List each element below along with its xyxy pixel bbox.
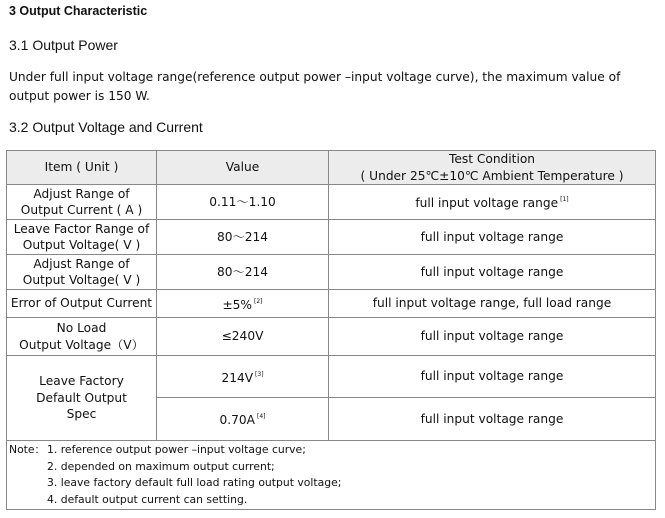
subsection-title-output-power: 3.1 Output Power <box>9 37 118 53</box>
row-test-text: full input voltage range <box>415 196 559 211</box>
row-value-text: ≤240V <box>221 329 264 344</box>
factory-item-line2: Default Output <box>36 390 127 405</box>
note-label: Note： <box>9 443 46 456</box>
row-item <box>7 220 157 255</box>
row-item <box>7 255 157 290</box>
table-row <box>7 356 656 398</box>
row-test-text: full input voltage range <box>420 229 564 244</box>
spec-table <box>6 150 656 510</box>
row-value-text: ±5% <box>222 297 253 312</box>
row-item <box>7 185 157 220</box>
header-test-condition <box>329 151 656 185</box>
note-item: 4. default output current can setting. <box>47 492 248 506</box>
table-row <box>7 255 656 290</box>
row-item <box>7 290 157 318</box>
section-title: 3 Output Characteristic <box>9 4 148 18</box>
row-value <box>157 398 329 441</box>
row-value-text: 80～214 <box>217 229 268 244</box>
row-test <box>329 398 656 441</box>
table-note <box>7 441 656 510</box>
factory-item-line3: Spec <box>66 407 97 422</box>
footnote-marker: [2] <box>254 297 263 305</box>
row-item <box>7 318 157 356</box>
footnote-marker: [1] <box>560 196 569 204</box>
row-value <box>157 290 329 318</box>
footnote-marker: [4] <box>256 413 266 421</box>
row-item-line2: Output Voltage（V） <box>19 337 144 352</box>
header-value: Value <box>157 151 329 185</box>
note-item: 3. leave factory default full load rating output voltage; <box>47 476 342 489</box>
table-note-row <box>7 441 656 510</box>
header-test-line2: ( Under 25℃±10℃ Ambient Temperature ) <box>360 168 624 183</box>
output-power-paragraph: Under full input voltage range(reference output power –input voltage curve), the maximum value of output power is 150 W. <box>9 70 621 103</box>
row-test-text: full input voltage range <box>420 264 564 279</box>
row-value-text: 0.11～1.10 <box>209 194 276 209</box>
row-item-line1: Adjust Range of <box>33 256 130 271</box>
row-test-text: full input voltage range, full load range <box>372 296 612 311</box>
row-test-text: full input voltage range <box>420 329 564 344</box>
row-item-line1: Leave Factor Range of <box>13 221 150 236</box>
row-value <box>157 185 329 220</box>
header-test-line1: Test Condition <box>448 152 536 166</box>
row-value <box>157 356 329 398</box>
row-value-text: 80～214 <box>217 264 268 279</box>
row-item-line1: Adjust Range of <box>33 186 130 201</box>
row-item-line2: Output Voltage( V ) <box>22 273 141 287</box>
row-value <box>157 255 329 290</box>
row-value-text: 214V <box>221 370 254 385</box>
row-value <box>157 318 329 356</box>
row-test <box>329 318 656 356</box>
row-item-line1: No Load <box>56 321 107 335</box>
row-test-text: full input voltage range <box>420 411 564 426</box>
row-test <box>329 290 656 318</box>
factory-item-line1: Leave Factory <box>39 374 124 389</box>
note-item: 2. depended on maximum output current; <box>47 459 275 473</box>
header-item: Item ( Unit ) <box>7 151 157 185</box>
row-test <box>329 255 656 290</box>
note-list <box>47 442 341 508</box>
row-item-line2: Output Current ( A ) <box>20 203 143 217</box>
factory-item <box>7 356 157 441</box>
note-item: 1. reference output power –input voltage curve; <box>47 443 306 456</box>
row-test <box>329 356 656 398</box>
table-row <box>7 220 656 255</box>
row-test-text: full input voltage range <box>420 369 564 384</box>
row-item-line1: Error of Output Current <box>10 296 153 311</box>
table-header-row <box>7 151 656 185</box>
table-row <box>7 318 656 356</box>
table-row <box>7 290 656 318</box>
row-value <box>157 220 329 255</box>
row-item-line2: Output Voltage( V ) <box>22 238 141 252</box>
subsection-title-voltage-current: 3.2 Output Voltage and Current <box>9 119 203 135</box>
footnote-marker: [3] <box>255 370 264 378</box>
table-row <box>7 185 656 220</box>
row-test <box>329 185 656 220</box>
row-test <box>329 220 656 255</box>
row-value-text: 0.70A <box>219 413 255 428</box>
